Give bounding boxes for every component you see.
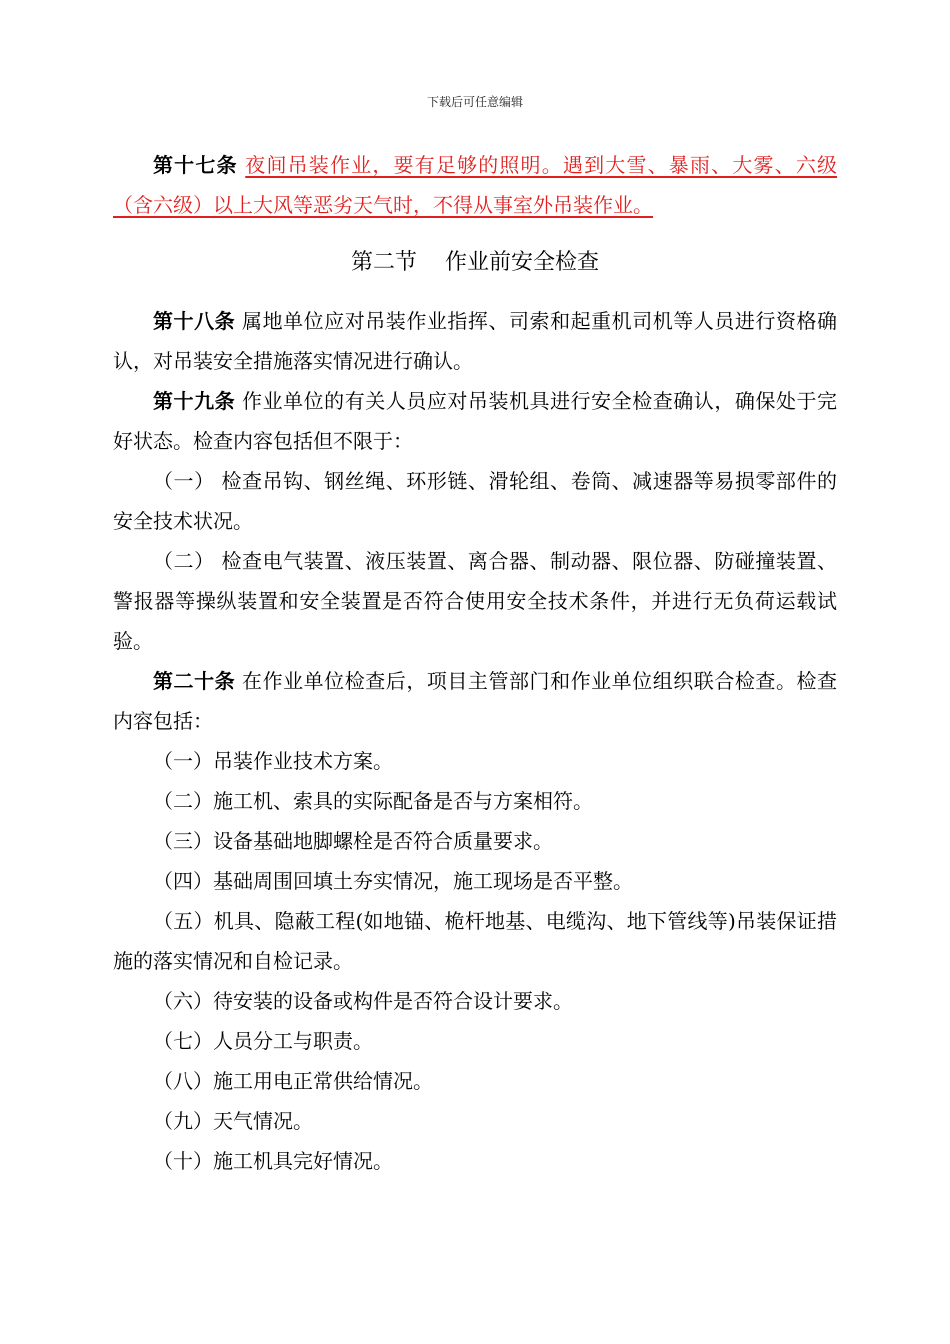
article-20-item: （二）施工机、索具的实际配备是否与方案相符。 [153, 789, 593, 813]
document-body [113, 145, 837, 1181]
article-20-item: （十）施工机具完好情况。 [153, 1149, 393, 1173]
header-note: 下载后可任意编辑 [426, 95, 523, 109]
article-17-text: 夜间吊装作业，要有足够的照明。遇到大雪、暴雨、大雾、六级（含六级）以上大风等恶劣天气时，不得从事室外吊装作业。 [113, 153, 838, 217]
article-20-item: （七）人员分工与职责。 [153, 1029, 373, 1053]
article-19-item: （二） 检查电气装置、液压装置、离合器、制动器、限位器、防碰撞装置、警报器等操纵装置和安全装置是否符合使用安全技术条件，并进行无负荷运载试验。 [113, 549, 837, 653]
article-18-text: 属地单位应对吊装作业指挥、司索和起重机司机等人员进行资格确认，对吊装安全措施落实情况进行确认。 [113, 309, 838, 373]
article-18-label: 第十八条 [153, 309, 236, 333]
article-20-item: （三）设备基础地脚螺栓是否符合质量要求。 [153, 829, 553, 853]
article-20-item: （一）吊装作业技术方案。 [153, 749, 393, 773]
article-17 [113, 145, 837, 225]
article-17-label: 第十七条 [153, 153, 238, 177]
article-20-item: （八）施工用电正常供给情况。 [153, 1069, 433, 1093]
article-19-text: 作业单位的有关人员应对吊装机具进行安全检查确认，确保处于完好状态。检查内容包括但不限于： [113, 389, 838, 453]
article-20-label: 第二十条 [153, 669, 236, 693]
article-19 [113, 381, 837, 461]
article-20-item: （五）机具、隐蔽工程(如地锚、桅杆地基、电缆沟、地下管线等)吊装保证措施的落实情况和自检记录。 [113, 909, 837, 973]
section-title: 第二节 作业前安全检查 [351, 250, 599, 275]
article-20-text: 在作业单位检查后，项目主管部门和作业单位组织联合检查。检查内容包括： [113, 669, 838, 733]
article-19-item: （一） 检查吊钩、钢丝绳、环形链、滑轮组、卷筒、减速器等易损零部件的安全技术状况。 [113, 469, 837, 533]
article-18 [113, 301, 837, 381]
article-20-item: （四）基础周围回填土夯实情况，施工现场是否平整。 [153, 869, 633, 893]
article-20-item: （九）天气情况。 [153, 1109, 313, 1133]
article-19-label: 第十九条 [153, 389, 236, 413]
article-20-item: （六）待安装的设备或构件是否符合设计要求。 [153, 989, 573, 1013]
article-20 [113, 661, 837, 741]
